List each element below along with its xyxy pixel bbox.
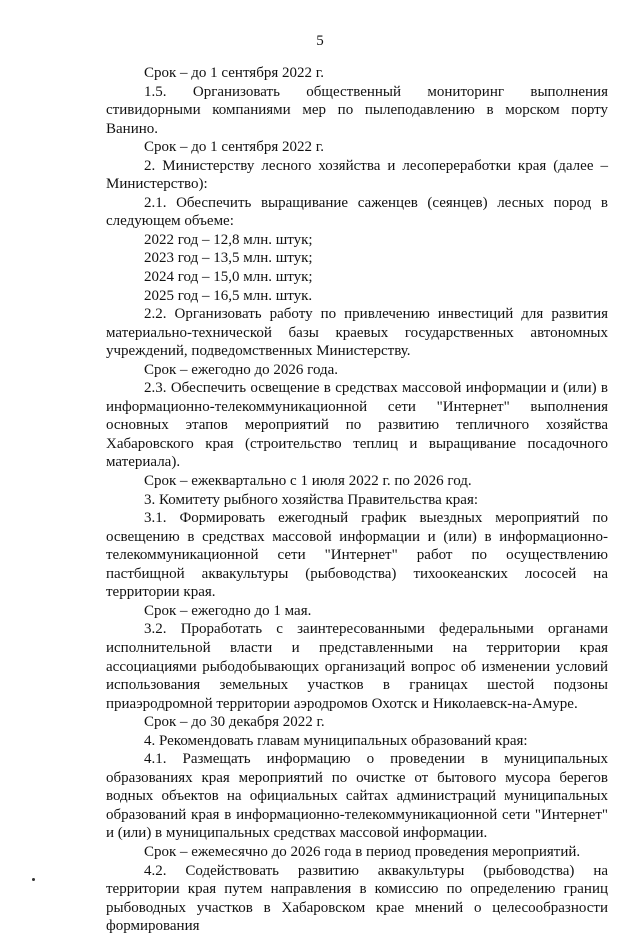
paragraph-deadline: Срок – ежегодно до 2026 года. <box>144 361 339 378</box>
volume-2024: 2024 год – 15,0 млн. штук; <box>144 269 313 286</box>
paragraph-deadline: Срок – до 1 сентября 2022 г. <box>144 139 324 156</box>
paragraph-deadline: Срок – ежегодно до 1 мая. <box>144 602 312 619</box>
paragraph-2: 2. Министерству лесного хозяйства и лесопереработки края (далее – Министерство): <box>106 157 608 193</box>
paragraph-3: 3. Комитету рыбного хозяйства Правительства края: <box>144 491 479 508</box>
paragraph-2-3: 2.3. Обеспечить освещение в средствах массовой информации и (или) в информационно-телекоммуникационной сети "Интернет" выполнения основных этапов мероприятий по развитию тепличного хозяйства Хабаровского края (строительство теплиц и выращивание посадочного материала). <box>106 380 608 471</box>
volume-2022: 2022 год – 12,8 млн. штук; <box>144 231 313 248</box>
volume-2023: 2023 год – 13,5 млн. штук; <box>144 250 313 267</box>
scan-mark <box>32 878 35 881</box>
paragraph-deadline: Срок – до 1 сентября 2022 г. <box>144 65 324 81</box>
paragraph-2-2: 2.2. Организовать работу по привлечению инвестиций для развития материально-технической базы краевых государственных автономных учреждений, подведомственных Министерству. <box>106 306 608 360</box>
paragraph-3-1: 3.1. Формировать ежегодный график выездных мероприятий по освещению в средствах массовой информации и (или) в информационно-телекоммуникационной сети "Интернет" работ по осуществлению пастбищной аквакультуры (рыбоводства) тихоокеанских лососей на территории края. <box>106 510 608 601</box>
paragraph-4: 4. Рекомендовать главам муниципальных образований края: <box>144 732 528 749</box>
paragraph-deadline: Срок – до 30 декабря 2022 г. <box>144 714 325 731</box>
paragraph-deadline: Срок – ежеквартально с 1 июля 2022 г. по 2026 год. <box>144 473 472 490</box>
document-body <box>106 64 608 936</box>
paragraph-1-5: 1.5. Организовать общественный мониторинг выполнения стивидорными компаниями мер по пылеподавлению в морском порту Ванино. <box>106 83 608 137</box>
paragraph-4-1: 4.1. Размещать информацию о проведении в муниципальных образованиях края мероприятий по очистке от бытового мусора берегов водных объектов на официальных сайтах администраций муниципальных образований края в информационно-телекоммуникационной сети "Интернет" и (или) в муниципальных средствах массовой информации. <box>106 751 608 842</box>
paragraph-4-2: 4.2. Содействовать развитию аквакультуры (рыбоводства) на территории края путем направления в комиссию по определению границ рыбоводных участков в Хабаровском крае мнений о целесообразности формирования <box>106 862 608 935</box>
page-number: 5 <box>316 33 324 49</box>
paragraph-3-2: 3.2. Проработать с заинтересованными федеральными органами исполнительной власти и представленными на территории края ассоциациями рыбодобывающих организаций вопрос об изменении условий использования земельных участков в границах шестой подзоны приаэродромной территории аэродромов Охотск и Николаевск-на-Амуре. <box>106 621 608 712</box>
volume-2025: 2025 год – 16,5 млн. штук. <box>144 287 313 304</box>
paragraph-2-1: 2.1. Обеспечить выращивание саженцев (сеянцев) лесных пород в следующем объеме: <box>106 194 608 230</box>
paragraph-deadline: Срок – ежемесячно до 2026 года в период проведения мероприятий. <box>144 843 581 860</box>
